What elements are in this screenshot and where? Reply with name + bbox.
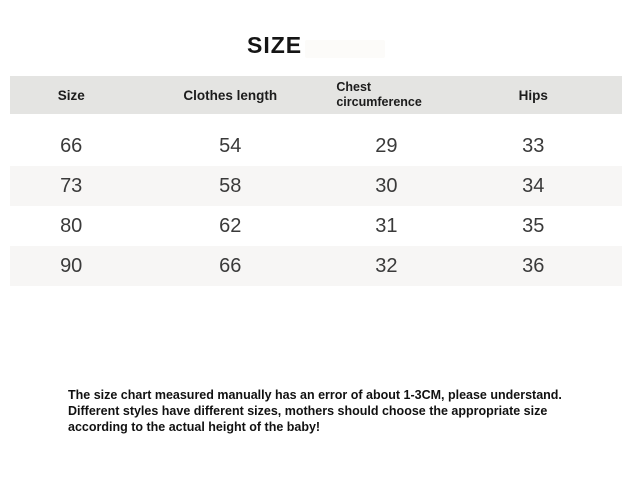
cell-hips: 34 [522, 174, 545, 197]
column-header-chest-circumference [328, 80, 444, 110]
cell-clothes-length: 62 [219, 214, 242, 237]
cell-hips: 35 [522, 214, 545, 237]
cell-size: 90 [60, 254, 83, 277]
watermark-remnant [305, 40, 385, 58]
cell-chest-circumference: 32 [375, 254, 398, 277]
cell-clothes-length: 54 [219, 134, 242, 157]
cell-clothes-length: 66 [219, 254, 242, 277]
cell-chest-circumference: 31 [375, 214, 398, 237]
cell-hips: 36 [522, 254, 545, 277]
header-body-gap [10, 114, 622, 126]
cell-chest-circumference: 29 [375, 134, 398, 157]
cell-clothes-length: 58 [219, 174, 242, 197]
table-row [10, 246, 622, 286]
measurement-disclaimer-note [68, 387, 588, 435]
column-header-clothes-length: Clothes length [183, 87, 278, 103]
note-line: according to the actual height of the baby! [68, 420, 321, 434]
table-row [10, 126, 622, 166]
table-body [10, 126, 622, 286]
column-header-chest-circumference-label: Chest circumference [336, 80, 422, 109]
column-header-size: Size [57, 87, 85, 103]
cell-size: 73 [60, 174, 83, 197]
table-row [10, 206, 622, 246]
note-line: The size chart measured manually has an error of about 1-3CM, please understand. [68, 388, 562, 402]
table-header-row [10, 76, 622, 114]
note-line: Different styles have different sizes, mothers should choose the appropriate size [68, 404, 548, 418]
page-title: SIZE [247, 32, 303, 58]
column-header-hips: Hips [518, 87, 548, 103]
cell-hips: 33 [522, 134, 545, 157]
size-table [10, 76, 622, 286]
table-row [10, 166, 622, 206]
cell-size: 66 [60, 134, 83, 157]
cell-chest-circumference: 30 [375, 174, 398, 197]
cell-size: 80 [60, 214, 83, 237]
